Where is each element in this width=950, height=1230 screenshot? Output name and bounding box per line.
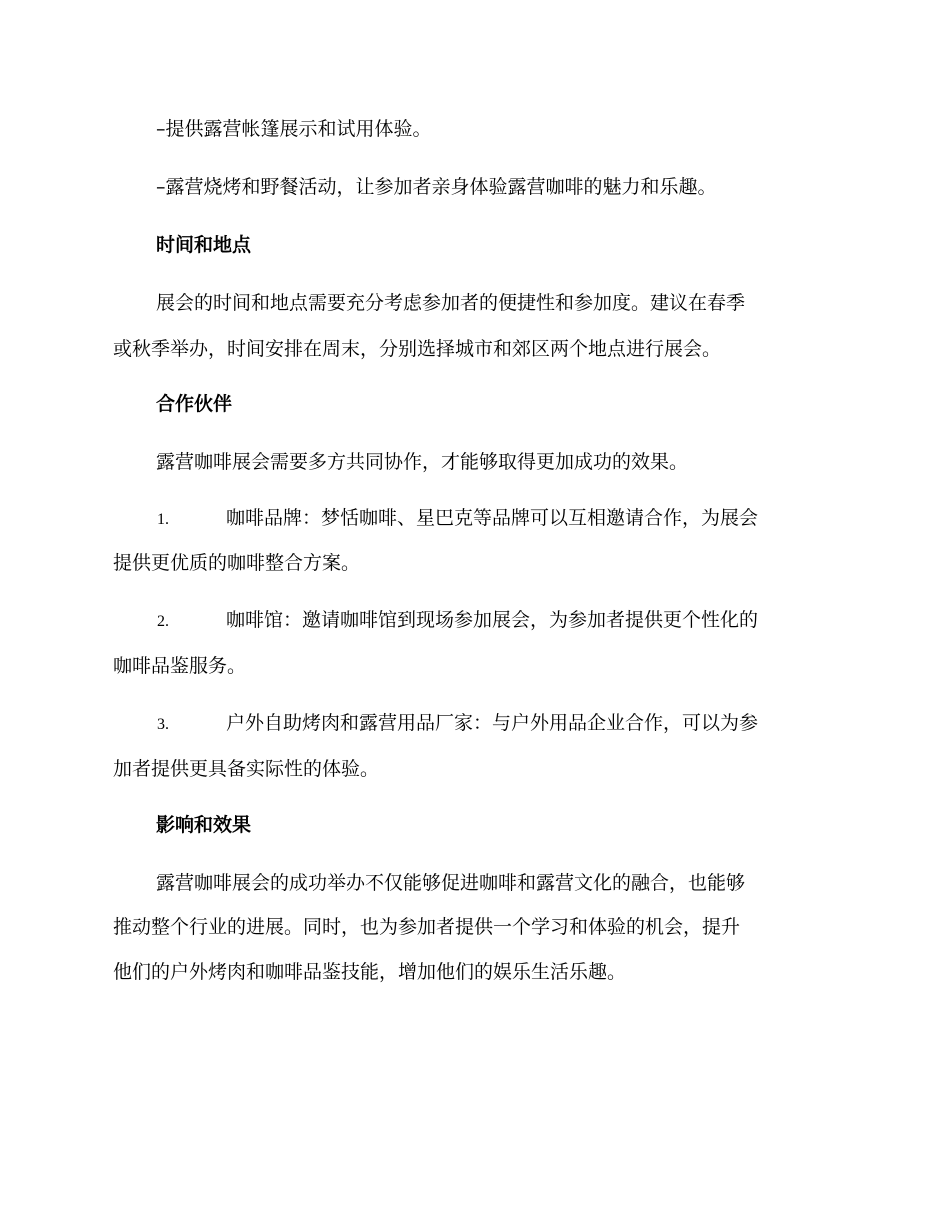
- list-item-text: 咖啡品牌：梦恬咖啡、星巴克等品牌可以互相邀请合作，为展会: [226, 507, 759, 529]
- list-item-text-continued: 加者提供更具备实际性的体验。: [113, 758, 380, 780]
- section-heading-impact: 影响和效果: [156, 814, 252, 836]
- paragraph-line: 展会的时间和地点需要充分考虑参加者的便捷性和参加度。建议在春季: [156, 292, 746, 314]
- section-heading-time-location: 时间和地点: [156, 234, 252, 256]
- paragraph-line: 或秋季举办，时间安排在周末，分别选择城市和郊区两个地点进行展会。: [113, 338, 722, 360]
- paragraph-line: 他们的户外烤肉和咖啡品鉴技能，增加他们的娱乐生活乐趣。: [113, 961, 627, 983]
- bullet-item: –提供露营帐篷展示和试用体验。: [156, 118, 432, 140]
- paragraph-line: 推动整个行业的进展。同时，也为参加者提供一个学习和体验的机会，提升: [113, 916, 741, 938]
- paragraph-line: 露营咖啡展会需要多方共同协作，才能够取得更加成功的效果。: [156, 451, 689, 473]
- list-item-text: 户外自助烤肉和露营用品厂家：与户外用品企业合作，可以为参: [226, 712, 759, 734]
- list-item-number: 3.: [157, 716, 169, 733]
- list-item-number: 2.: [157, 613, 169, 630]
- section-heading-partners: 合作伙伴: [156, 393, 233, 415]
- list-item-text-continued: 提供更优质的咖啡整合方案。: [113, 552, 361, 574]
- bullet-item: –露营烧烤和野餐活动，让参加者亲身体验露营咖啡的魅力和乐趣。: [156, 176, 717, 198]
- list-item-number: 1.: [157, 511, 169, 528]
- list-item-text: 咖啡馆：邀请咖啡馆到现场参加展会，为参加者提供更个性化的: [226, 609, 759, 631]
- list-item-text-continued: 咖啡品鉴服务。: [113, 655, 247, 677]
- paragraph-line: 露营咖啡展会的成功举办不仅能够促进咖啡和露营文化的融合，也能够: [156, 872, 746, 894]
